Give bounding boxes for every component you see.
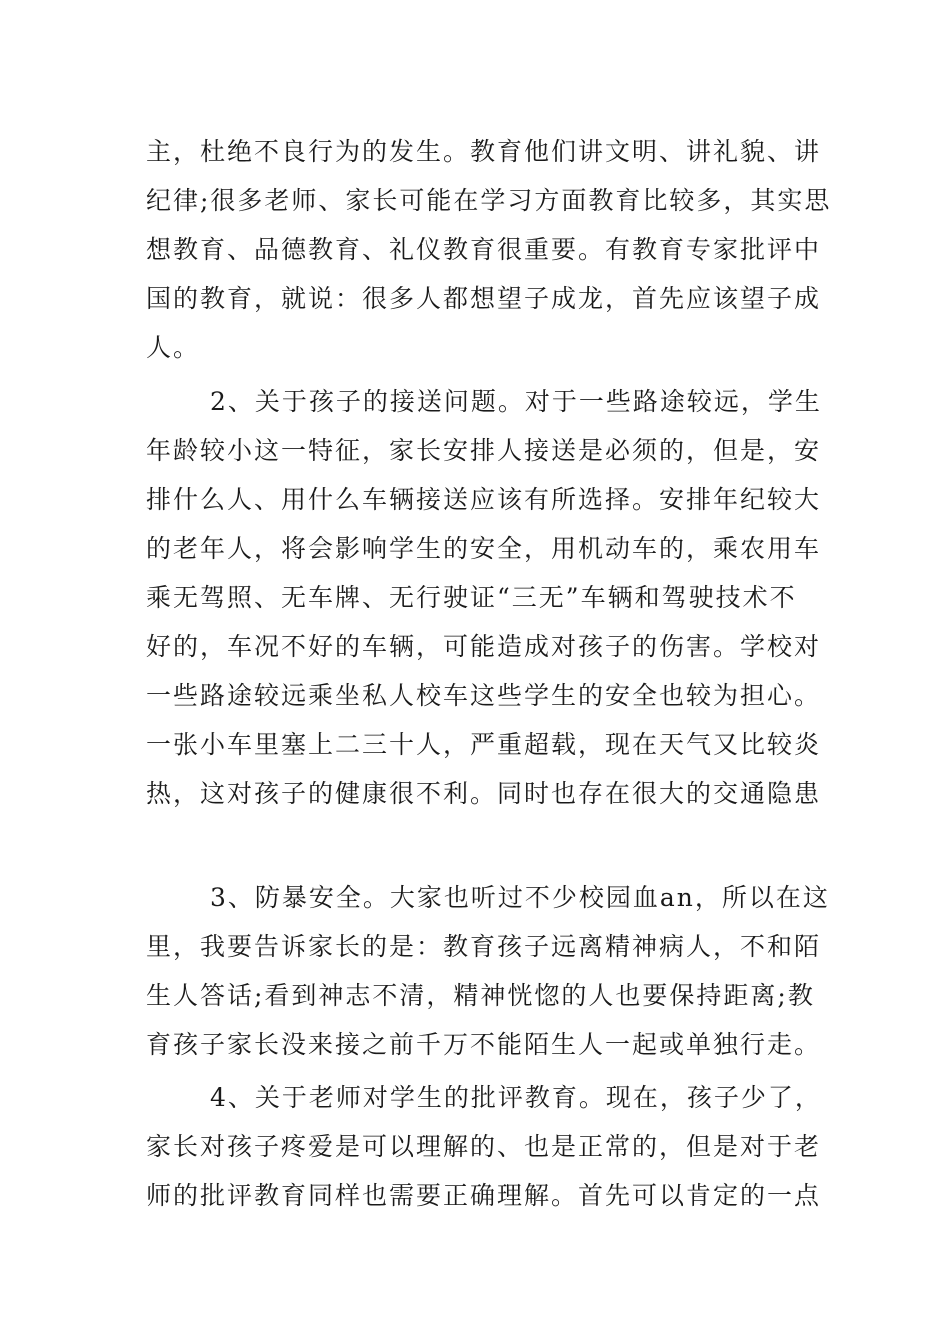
paragraph-1 <box>146 127 832 372</box>
paragraph-line: 热，这对孩子的健康很不利。同时也存在很大的交通隐患 <box>146 779 822 808</box>
paragraph-line: 生人答话;看到神志不清，精神恍惚的人也要保持距离;教 <box>146 981 815 1010</box>
paragraph-line: 家长对孩子疼爱是可以理解的、也是正常的，但是对于老 <box>146 1132 822 1161</box>
paragraph-line: 乘无驾照、无车牌、无行驶证“三无”车辆和驾驶技术不 <box>146 583 797 612</box>
paragraph-line: 育孩子家长没来接之前千万不能陌生人一起或单独行走。 <box>146 1030 822 1059</box>
paragraph-line: 2、关于孩子的接送问题。对于一些路途较远，学生 <box>210 387 822 416</box>
paragraph-line: 里，我要告诉家长的是：教育孩子远离精神病人，不和陌 <box>146 932 822 961</box>
paragraph-line: 主，杜绝不良行为的发生。教育他们讲文明、讲礼貌、讲 <box>146 137 822 166</box>
paragraph-line: 纪律;很多老师、家长可能在学习方面教育比较多，其实思 <box>146 186 832 215</box>
paragraph-line: 4、关于老师对学生的批评教育。现在，孩子少了， <box>210 1083 822 1112</box>
paragraph-line: 一些路途较远乘坐私人校车这些学生的安全也较为担心。 <box>146 681 822 710</box>
paragraph-3 <box>146 873 830 1069</box>
paragraph-line: 年龄较小这一特征，家长安排人接送是必须的，但是，安 <box>146 436 822 465</box>
paragraph-line: 一张小车里塞上二三十人，严重超载，现在天气又比较炎 <box>146 730 822 759</box>
paragraph-line: 好的，车况不好的车辆，可能造成对孩子的伤害。学校对 <box>146 632 822 661</box>
paragraph-line: 排什么人、用什么车辆接送应该有所选择。安排年纪较大 <box>146 485 822 514</box>
paragraph-2 <box>146 377 822 818</box>
paragraph-line: 师的批评教育同样也需要正确理解。首先可以肯定的一点 <box>146 1181 822 1210</box>
paragraph-line: 3、防暴安全。大家也听过不少校园血an，所以在这 <box>210 883 830 912</box>
paragraph-line: 人。 <box>146 333 201 362</box>
paragraph-line: 想教育、品德教育、礼仪教育很重要。有教育专家批评中 <box>146 235 822 264</box>
paragraph-4 <box>146 1073 822 1220</box>
paragraph-line: 国的教育，就说：很多人都想望子成龙，首先应该望子成 <box>146 284 822 313</box>
paragraph-line: 的老年人，将会影响学生的安全，用机动车的，乘农用车 <box>146 534 822 563</box>
